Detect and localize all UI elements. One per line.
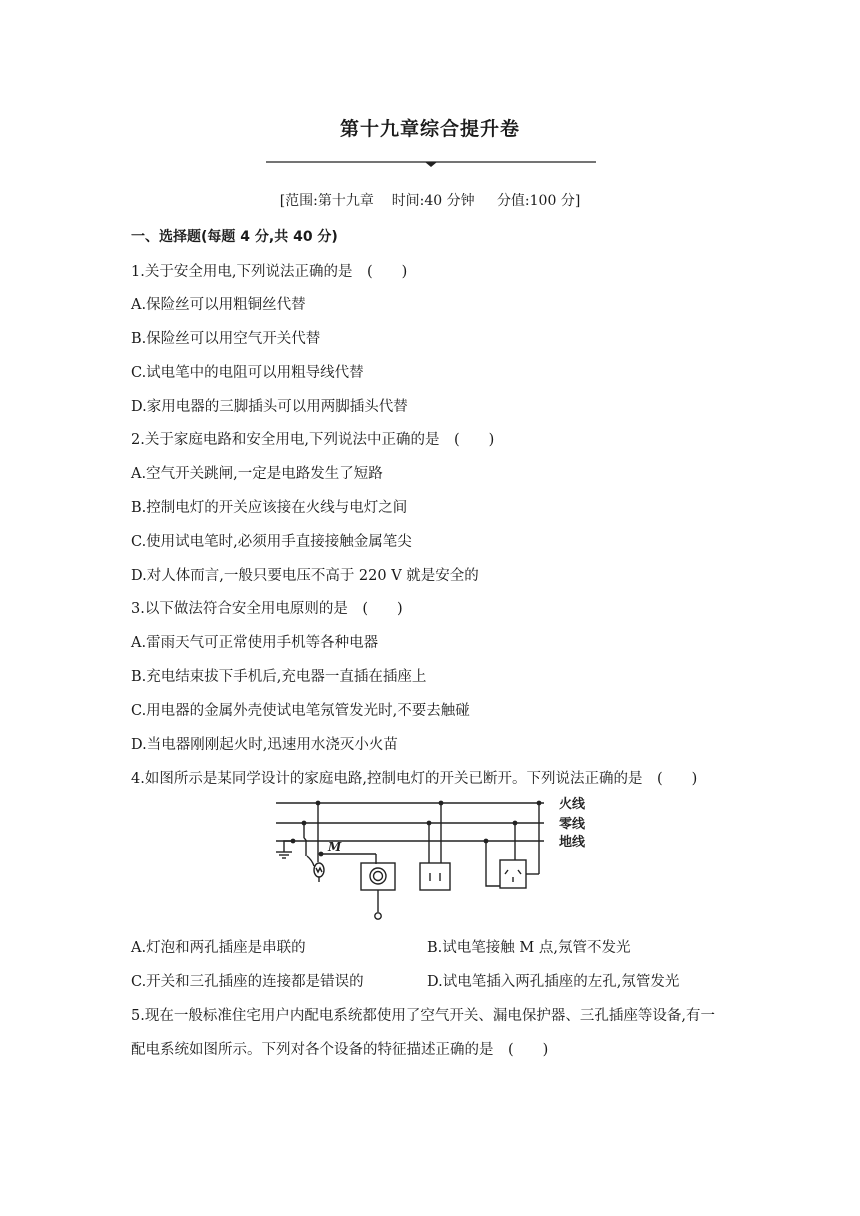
question-2-option-a: A.空气开关跳闸,一定是电路发生了短路	[131, 466, 383, 482]
question-4-stem: 4.如图所示是某同学设计的家庭电路,控制电灯的开关已断开。下列说法正确的是 ( )	[131, 771, 698, 787]
circuit-diagram	[272, 796, 602, 926]
exam-meta	[0, 190, 860, 210]
label-live-wire: 火线	[559, 797, 586, 812]
question-3-option-c: C.用电器的金属外壳使试电笔氖管发光时,不要去触碰	[131, 703, 470, 719]
meta-score: 分值:100 分]	[496, 193, 581, 209]
label-ground-wire: 地线	[559, 835, 586, 850]
question-4-option-d: D.试电笔插入两孔插座的左孔,氖管发光	[427, 974, 680, 990]
question-1-stem: 1.关于安全用电,下列说法正确的是 ( )	[131, 264, 408, 280]
meta-time: 时间:40 分钟	[391, 193, 475, 209]
question-5-stem-line1: 5.现在一般标准住宅用户内配电系统都使用了空气开关、漏电保护器、三孔插座等设备,有一	[131, 1008, 715, 1024]
question-1-option-d: D.家用电器的三脚插头可以用两脚插头代替	[131, 399, 408, 415]
question-3-option-d: D.当电器刚刚起火时,迅速用水浇灭小火苗	[131, 737, 398, 753]
meta-range: [范围:第十九章	[279, 193, 374, 209]
section-heading: 一、选择题(每题 4 分,共 40 分)	[131, 229, 338, 245]
question-3-option-a: A.雷雨天气可正常使用手机等各种电器	[131, 635, 379, 651]
question-3-option-b: B.充电结束拔下手机后,充电器一直插在插座上	[131, 669, 427, 685]
question-2-option-d: D.对人体而言,一般只要电压不高于 220 V 就是安全的	[131, 568, 479, 584]
label-point-m: M	[328, 840, 342, 854]
page-title: 第十九章综合提升卷	[339, 118, 520, 140]
question-3-stem: 3.以下做法符合安全用电原则的是 ( )	[131, 601, 403, 617]
question-4-option-c: C.开关和三孔插座的连接都是错误的	[131, 974, 364, 990]
question-2-option-c: C.使用试电笔时,必须用手直接接触金属笔尖	[131, 534, 412, 550]
question-5-stem-line2: 配电系统如图所示。下列对各个设备的特征描述正确的是 ( )	[131, 1042, 549, 1058]
question-2-option-b: B.控制电灯的开关应该接在火线与电灯之间	[131, 500, 408, 516]
question-4-option-a: A.灯泡和两孔插座是串联的	[131, 940, 306, 956]
question-2-stem: 2.关于家庭电路和安全用电,下列说法中正确的是 ( )	[131, 432, 495, 448]
question-4-option-b: B.试电笔接触 M 点,氖管不发光	[427, 940, 631, 956]
question-1-option-c: C.试电笔中的电阻可以用粗导线代替	[131, 365, 364, 381]
question-1-option-a: A.保险丝可以用粗铜丝代替	[131, 297, 306, 313]
label-neutral-wire: 零线	[559, 817, 586, 832]
title-divider	[266, 156, 596, 170]
question-1-option-b: B.保险丝可以用空气开关代替	[131, 331, 321, 347]
